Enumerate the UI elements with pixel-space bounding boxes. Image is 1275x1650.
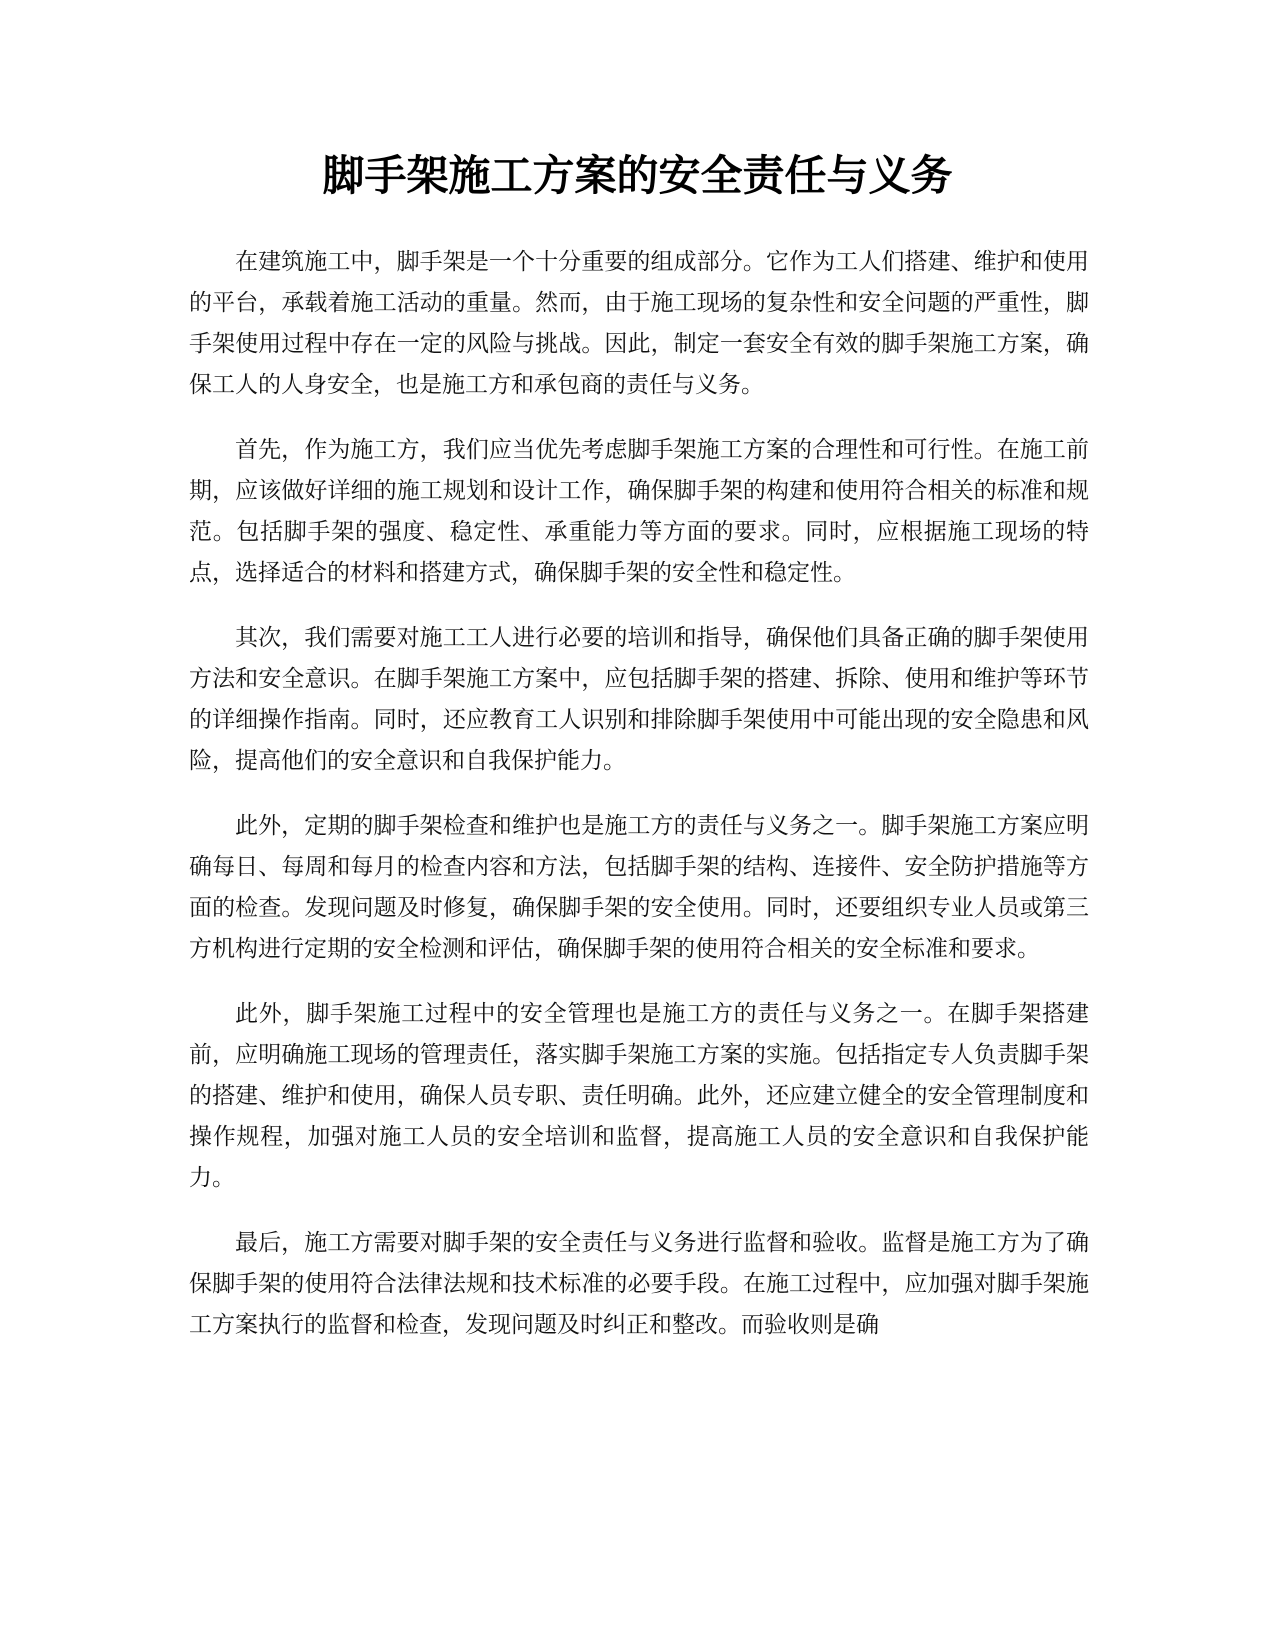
paragraph: 最后，施工方需要对脚手架的安全责任与义务进行监督和验收。监督是施工方为了确保脚手架的使用符合法律法规和技术标准的必要手段。在施工过程中，应加强对脚手架施工方案执行的监督和检查，发现问题及时纠正和整改。而验收则是确 <box>189 1230 1089 1338</box>
paragraph: 首先，作为施工方，我们应当优先考虑脚手架施工方案的合理性和可行性。在施工前期，应该做好详细的施工规划和设计工作，确保脚手架的构建和使用符合相关的标准和规范。包括脚手架的强度、稳定性、承重能力等方面的要求。同时，应根据施工现场的特点，选择适合的材料和搭建方式，确保脚手架的安全性和稳定性。 <box>189 437 1089 586</box>
paragraph: 在建筑施工中，脚手架是一个十分重要的组成部分。它作为工人们搭建、维护和使用的平台，承载着施工活动的重量。然而，由于施工现场的复杂性和安全问题的严重性，脚手架使用过程中存在一定的风险与挑战。因此，制定一套安全有效的脚手架施工方案，确保工人的人身安全，也是施工方和承包商的责任与义务。 <box>189 249 1089 398</box>
document-title: 脚手架施工方案的安全责任与义务 <box>322 151 953 200</box>
paragraph: 此外，定期的脚手架检查和维护也是施工方的责任与义务之一。脚手架施工方案应明确每日、每周和每月的检查内容和方法，包括脚手架的结构、连接件、安全防护措施等方面的检查。发现问题及时修复，确保脚手架的安全使用。同时，还要组织专业人员或第三方机构进行定期的安全检测和评估，确保脚手架的使用符合相关的安全标准和要求。 <box>189 813 1089 962</box>
document-body <box>189 242 1089 1370</box>
paragraph: 此外，脚手架施工过程中的安全管理也是施工方的责任与义务之一。在脚手架搭建前，应明确施工现场的管理责任，落实脚手架施工方案的实施。包括指定专人负责脚手架的搭建、维护和使用，确保人员专职、责任明确。此外，还应建立健全的安全管理制度和操作规程，加强对施工人员的安全培训和监督，提高施工人员的安全意识和自我保护能力。 <box>189 1001 1089 1191</box>
paragraph: 其次，我们需要对施工工人进行必要的培训和指导，确保他们具备正确的脚手架使用方法和安全意识。在脚手架施工方案中，应包括脚手架的搭建、拆除、使用和维护等环节的详细操作指南。同时，还应教育工人识别和排除脚手架使用中可能出现的安全隐患和风险，提高他们的安全意识和自我保护能力。 <box>189 625 1089 774</box>
